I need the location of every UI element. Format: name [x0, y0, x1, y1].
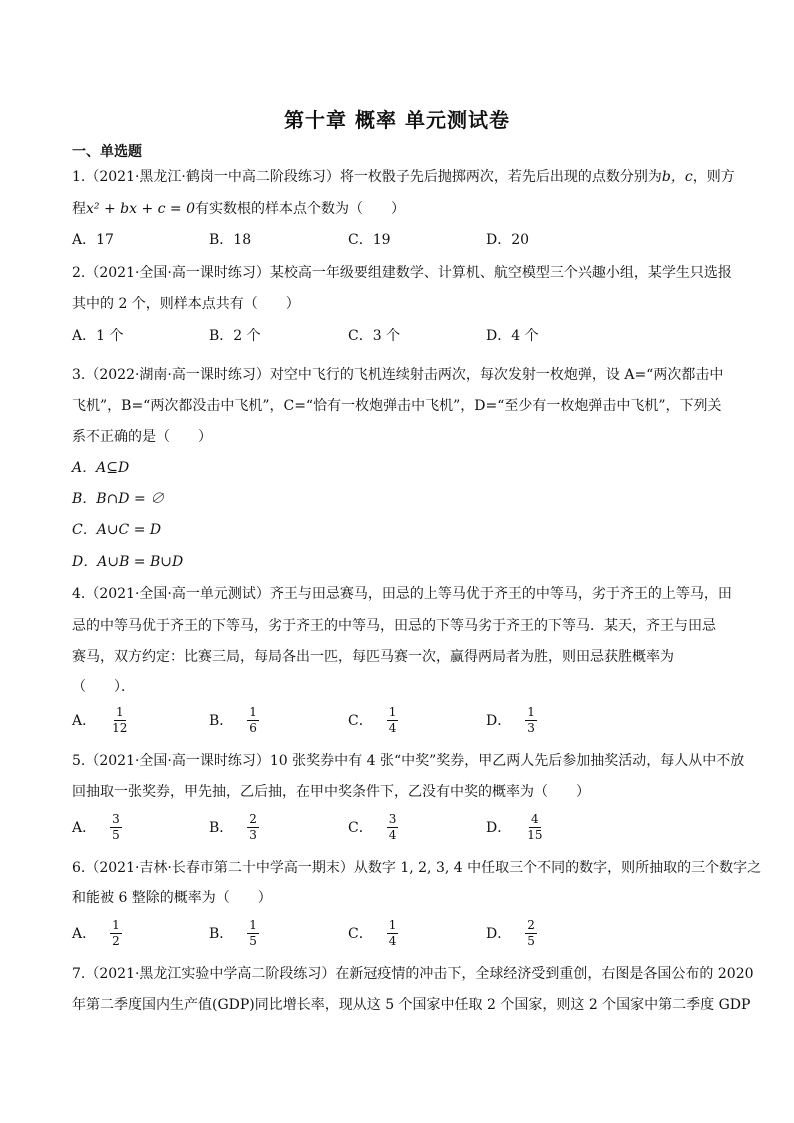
q6-option-c[interactable]: C． $\frac{1}{4}$	[348, 917, 397, 948]
fraction: $\frac{1}{3}$	[527, 704, 535, 735]
q6-option-b[interactable]: B． $\frac{1}{5}$	[209, 917, 257, 948]
q5-option-d[interactable]: D． $\frac{4}{15}$	[486, 811, 543, 842]
fraction: $\frac{1}{6}$	[249, 704, 257, 735]
question-2-options	[72, 318, 722, 352]
q2-option-c[interactable]: C．3 个	[348, 328, 401, 344]
q3-option-b[interactable]: B．B∩D = ∅	[72, 491, 165, 507]
fraction: $\frac{2}{3}$	[249, 811, 257, 842]
fraction: $\frac{1}{4}$	[388, 704, 397, 735]
q1-option-c[interactable]: C．19	[348, 232, 391, 248]
question-6-line-2: 和能被 6 整除的概率为（ ）	[72, 890, 272, 906]
q2-option-b[interactable]: B．2 个	[209, 328, 261, 344]
q3-option-c[interactable]: C．A∪C = D	[72, 522, 162, 538]
fraction: $\frac{1}{5}$	[249, 917, 257, 948]
fraction: $\frac{1}{12}$	[112, 704, 128, 735]
q5-option-a[interactable]: A． $\frac{3}{5}$	[72, 811, 120, 842]
q1-option-d[interactable]: D．20	[486, 232, 530, 248]
question-3-line-1: 3.（2022·湖南·高一课时练习）对空中飞行的飞机连续射击两次，每次发射一枚炮弹，设 A=“两次都击中	[72, 367, 724, 383]
q3-option-a[interactable]: A．A⊆D	[72, 460, 130, 476]
question-7-line-2: 年第二季度国内生产值(GDP)同比增长率，现从这 5 个国家中任取 2 个国家，则这 2 个国家中第二季度 GDP	[72, 997, 751, 1013]
question-5-line-2: 回抽取一张奖券，甲先抽，乙后抽，在甲中奖条件下，乙没有中奖的概率为（ ）	[72, 784, 590, 800]
question-6-options	[72, 916, 722, 950]
q2-option-d[interactable]: D．4 个	[486, 328, 539, 344]
q5-option-c[interactable]: C． $\frac{3}{4}$	[348, 811, 397, 842]
question-4-options	[72, 703, 722, 737]
question-5-line-1: 5.（2021·全国·高一课时练习）10 张奖券中有 4 张“中奖”奖券，甲乙两人先后参加抽奖活动，每人从中不放	[72, 753, 745, 769]
q1-option-a[interactable]: A．17	[72, 232, 114, 248]
q6-option-d[interactable]: D． $\frac{2}{5}$	[486, 917, 535, 948]
q6-option-a[interactable]: A． $\frac{1}{2}$	[72, 917, 120, 948]
question-3-line-2: 飞机”，B=“两次都没击中飞机”，C=“恰有一枚炮弹击中飞机”，D=“至少有一枚炮弹击中飞机”，下列关	[72, 398, 722, 414]
question-1-line-1: 1.（2021·黑龙江·鹤岗一中高二阶段练习）将一枚骰子先后抛掷两次，若先后出现的点数分别为b，c，则方	[72, 169, 735, 185]
fraction: $\frac{1}{2}$	[112, 917, 120, 948]
fraction: $\frac{1}{4}$	[388, 917, 397, 948]
question-4-line-1: 4.（2021·全国·高一单元测试）齐王与田忌赛马，田忌的上等马优于齐王的中等马，劣于齐王的上等马，田	[72, 586, 732, 602]
question-1-line-2: 程x² + bx + c = 0有实数根的样本点个数为（ ）	[72, 201, 406, 217]
question-3-line-3: 系不正确的是（ ）	[72, 429, 212, 445]
question-2-line-1: 2.（2021·全国·高一课时练习）某校高一年级要组建数学、计算机、航空模型三个兴趣小组，某学生只选报	[72, 265, 732, 281]
question-4-line-3: 赛马，双方约定：比赛三局，每局各出一匹，每匹马赛一次，赢得两局者为胜，则田忌获胜概率为	[72, 649, 674, 665]
q3-option-d[interactable]: D．A∪B = B∪D	[72, 554, 184, 570]
question-2-line-2: 其中的 2 个，则样本点共有（ ）	[72, 296, 300, 312]
q4-option-d[interactable]: D． $\frac{1}{3}$	[486, 704, 535, 735]
fraction: $\frac{4}{15}$	[527, 811, 543, 842]
fraction: $\frac{3}{4}$	[388, 811, 397, 842]
q4-option-c[interactable]: C． $\frac{1}{4}$	[348, 704, 397, 735]
question-4-line-2: 忌的中等马优于齐王的下等马，劣于齐王的中等马，田忌的下等马劣于齐王的下等马．某天，齐王与田忌	[72, 618, 716, 634]
question-7-line-1: 7.（2021·黑龙江实验中学高二阶段练习）在新冠疫情的冲击下，全球经济受到重创，右图是各国公布的 2020	[72, 966, 754, 982]
fraction: $\frac{2}{5}$	[527, 917, 535, 948]
section-heading: 一、单选题	[72, 144, 142, 160]
fraction: $\frac{3}{5}$	[112, 811, 120, 842]
question-5-options	[72, 810, 722, 844]
q1-option-b[interactable]: B．18	[209, 232, 252, 248]
q5-option-b[interactable]: B． $\frac{2}{3}$	[209, 811, 257, 842]
page-title: 第十章 概率 单元测试卷	[284, 108, 510, 132]
question-1-options	[72, 222, 722, 256]
q4-option-b[interactable]: B． $\frac{1}{6}$	[209, 704, 257, 735]
q2-option-a[interactable]: A．1 个	[72, 328, 124, 344]
question-6-line-1: 6.（2021·吉林·长春市第二十中学高一期末）从数字 1, 2, 3, 4 中任取三个不同的数字，则所抽取的三个数字之	[72, 860, 762, 876]
question-4-line-4: （ ）．	[72, 679, 135, 695]
q4-option-a[interactable]: A． $\frac{1}{12}$	[72, 704, 128, 735]
